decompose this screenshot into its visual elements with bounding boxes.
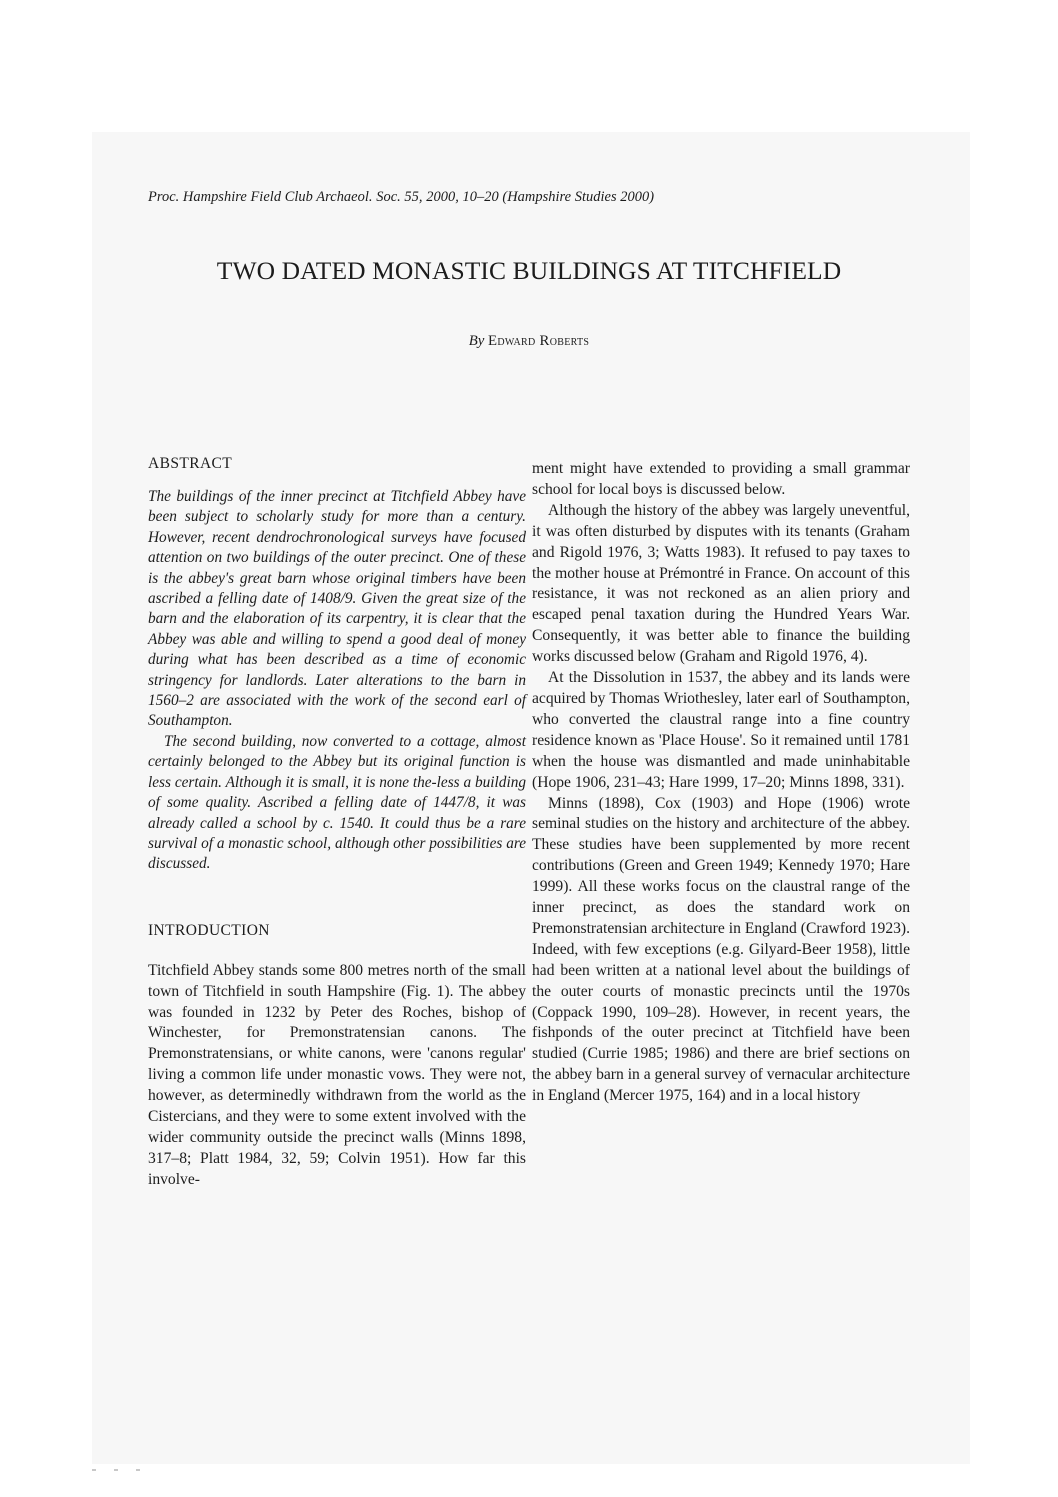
introduction-paragraph: Titchfield Abbey stands some 800 metres north of the small town of Titchfield in south Hampshire (Fig. 1). The abbey was founded in 1232 by Peter des Roches, bishop of Winchester, for Premonstratensian canons. The Premonstratensians, or white canons, were 'canons regular' living a common life under monastic vows. They were not, however, as determinedly withdrawn from the world as the Cistercians, and they were to some extent involved with the wider community outside the precinct walls (Minns 1898, 317–8; Platt 1984, 32, 59; Colvin 1951). How far this involve- <box>148 961 526 1188</box>
introduction-heading: INTRODUCTION <box>148 921 270 939</box>
journal-citation: Proc. Hampshire Field Club Archaeol. Soc. 55, 2000, 10–20 (Hampshire Studies 2000) <box>148 189 655 205</box>
author-name: Edward Roberts <box>488 333 590 349</box>
left-column <box>148 454 526 1191</box>
body-paragraph: Minns (1898), Cox (1903) and Hope (1906) wrote seminal studies on the history and architecture of the abbey. These studies have been supplemented by more recent contributions (Green and Green 1949; Kennedy 1970; Hare 1999). All these works focus on the claustral range of the inner precinct, as does the standard work on Premonstratensian architecture in England (Crawford 1923). Indeed, with few exceptions (e.g. Gilyard-Beer 1958), little had been written at a national level about the buildings of the outer courts of monastic precincts until the 1970s (Coppack 1990, 109–28). However, in recent years, the fishponds of the outer precinct at Titchfield have been studied (Currie 1985; 1986) and there are brief sections on the abbey barn in a general survey of vernacular architecture in England (Mercer 1975, 164) and in a local history <box>532 794 910 1105</box>
body-paragraph: At the Dissolution in 1537, the abbey and its lands were acquired by Thomas Wriothesley, later earl of Southampton, who converted the claustral range into a fine country residence known as 'Place House'. So it remained until 1781 when the house was dismantled and made uninhabitable (Hope 1906, 231–43; Hare 1999, 17–20; Minns 1898, 331). <box>532 669 910 791</box>
byline <box>300 333 758 350</box>
scan-artifact-marks <box>92 1458 212 1462</box>
article-title: TWO DATED MONASTIC BUILDINGS AT TITCHFIELD <box>216 256 842 285</box>
abstract-paragraph: The buildings of the inner precinct at Titchfield Abbey have been subject to scholarly study for more than a century. However, recent dendrochronological surveys have focused attention on two buildings of the outer precinct. One of these is the abbey's great barn whose original timbers have been ascribed a felling date of 1408/9. Given the great size of the barn and the elaboration of its carpentry, it is clear that the Abbey was able and willing to spend a good deal of money during what has been described as a time of economic stringency for landlords. Later alterations to the barn in 1560–2 are associated with the work of the second earl of Southampton. <box>148 488 526 730</box>
abstract-paragraph: The second building, now converted to a cottage, almost certainly belonged to the Abbey but its original function is less certain. Although it is small, it is none the-less a building of some quality. Ascribed a felling date of 1447/8, it was already called a school by c. 1540. It could thus be a rare survival of a monastic school, although other possibilities are discussed. <box>148 732 527 873</box>
byline-prefix: By <box>468 333 485 349</box>
body-paragraph: ment might have extended to providing a small grammar school for local boys is discussed below. <box>532 460 910 498</box>
abstract-heading: ABSTRACT <box>148 455 233 472</box>
right-column <box>532 459 910 1107</box>
body-paragraph: Although the history of the abbey was largely uneventful, it was often disturbed by disputes with its tenants (Graham and Rigold 1976, 3; Watts 1983). It refused to pay taxes to the mother house at Prémontré in France. On account of this resistance, it was not reckoned as an alien priory and escaped penal taxation during the Hundred Years War. Consequently, it was better able to finance the building works discussed below (Graham and Rigold 1976, 4). <box>532 501 910 666</box>
